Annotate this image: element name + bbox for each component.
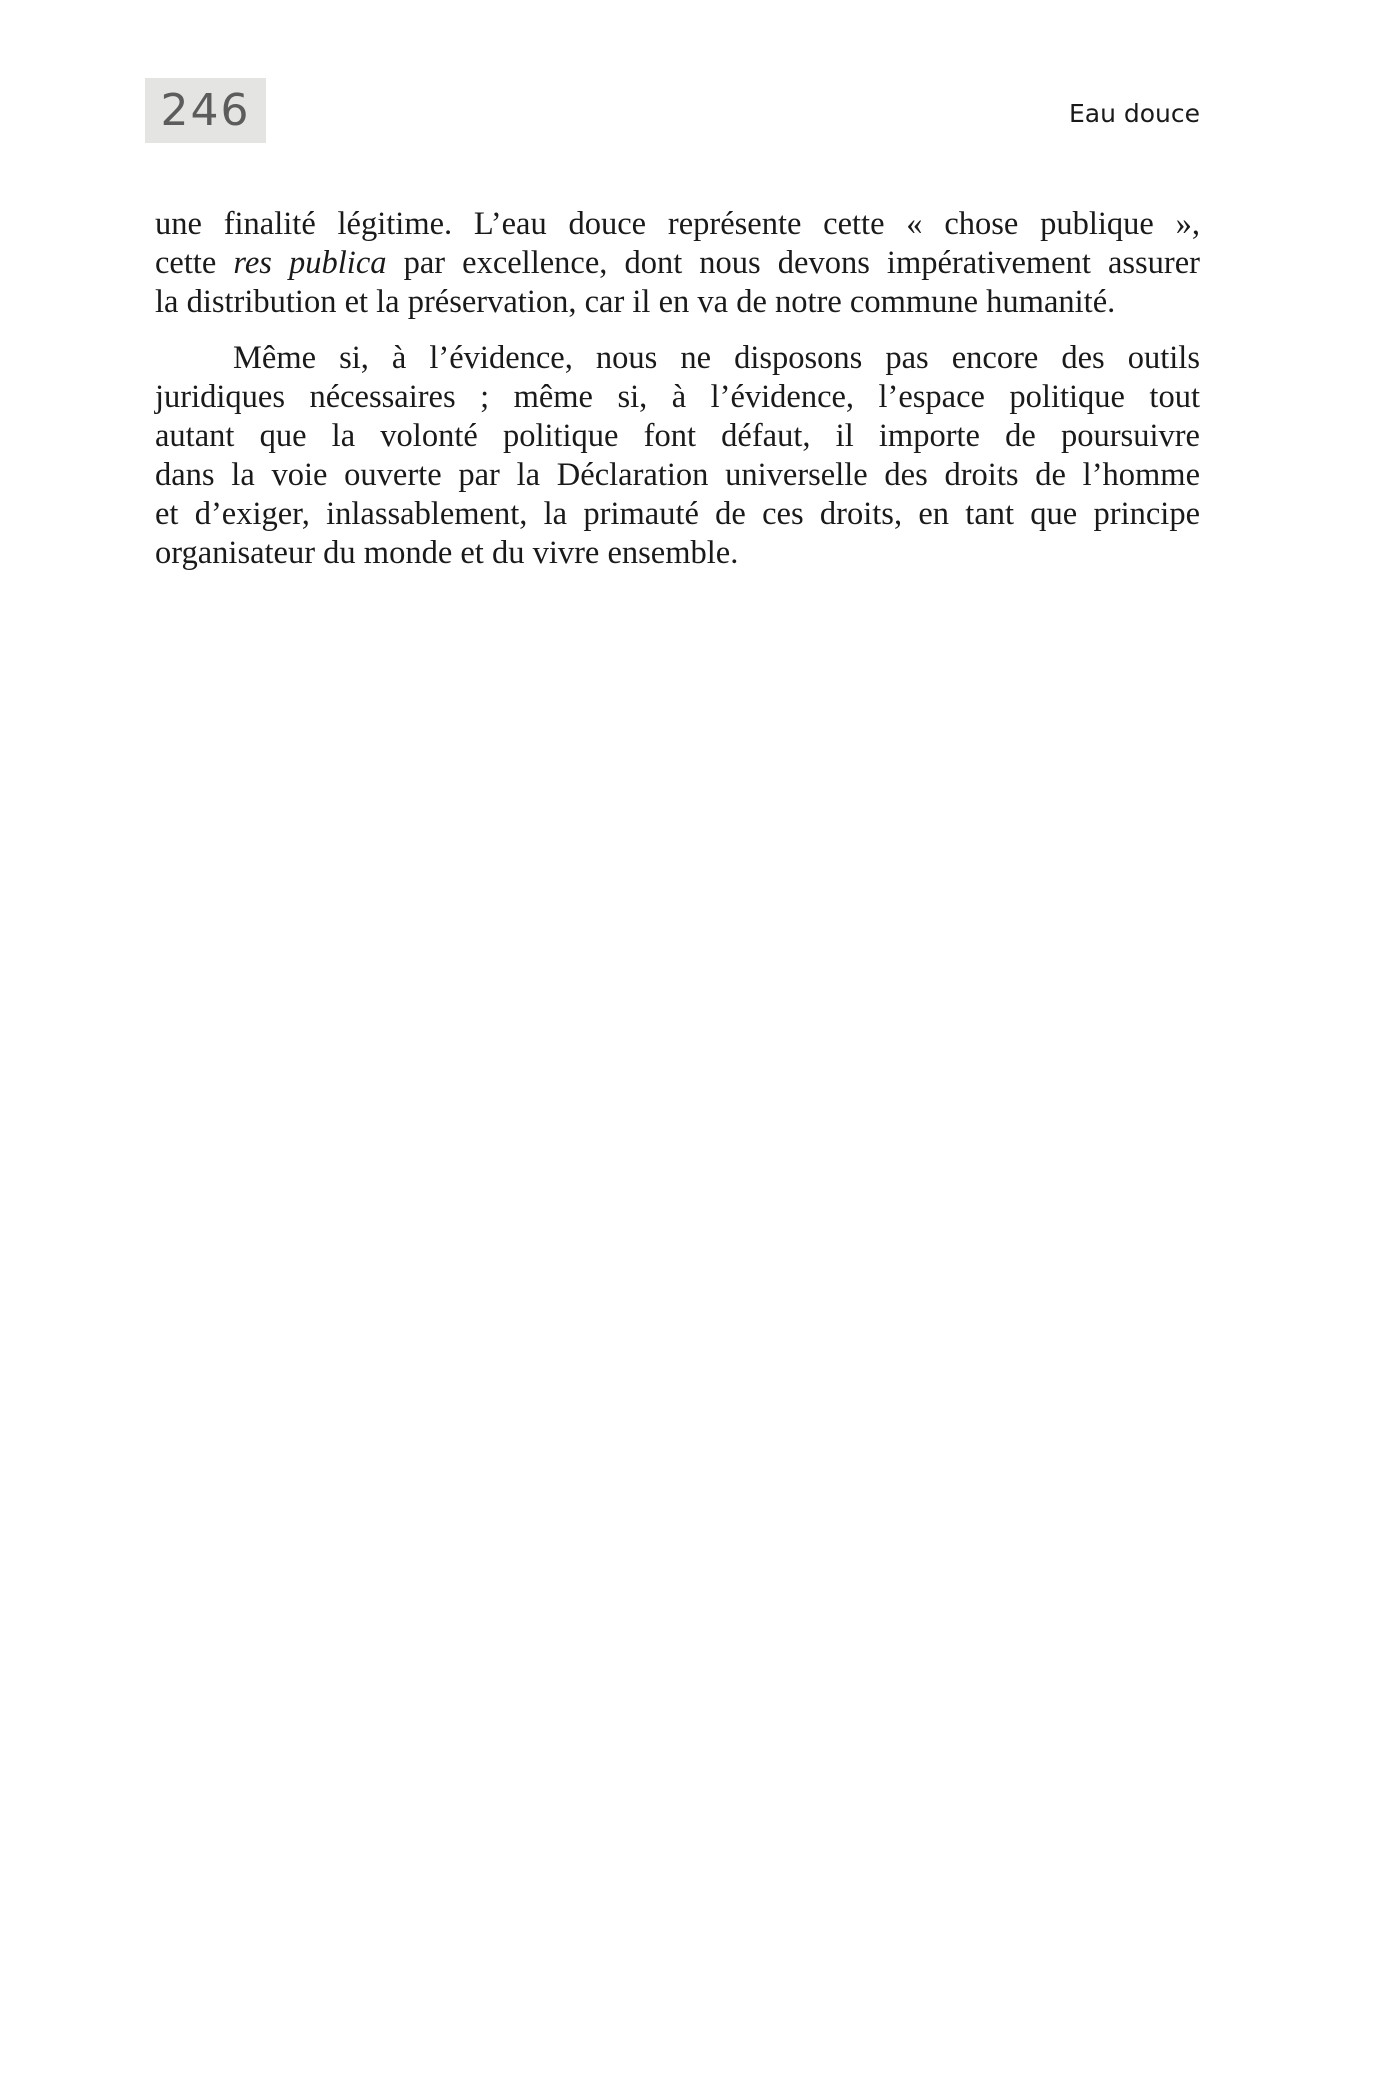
text-line: la distribution et la préservation, car il en va de notre commune humanité. — [155, 284, 1116, 320]
text-line: juridiques nécessaires ; même si, à l’évidence, l’espace politique tout — [155, 379, 1200, 415]
text-line: une finalité légitime. L’eau douce représente cette « chose publique », — [155, 206, 1200, 242]
text-line: autant que la volonté politique font défaut, il importe de poursuivre — [155, 418, 1200, 454]
text-line: Même si, à l’évidence, nous ne disposons pas encore des outils — [233, 340, 1200, 376]
body-text — [155, 205, 1200, 573]
text-line: et d’exiger, inlassablement, la primauté de ces droits, en tant que principe — [155, 496, 1200, 532]
page-number: 246 — [160, 84, 251, 136]
running-header: Eau douce — [1068, 99, 1200, 128]
page-number-box — [145, 78, 266, 143]
text-run: par excellence, dont nous devons impérativement assurer — [386, 245, 1200, 281]
italic-term: res publica — [233, 245, 387, 281]
text-line — [155, 244, 1200, 283]
text-line: organisateur du monde et du vivre ensemble. — [155, 535, 739, 571]
paragraph — [155, 205, 1200, 322]
text-line: dans la voie ouverte par la Déclaration universelle des droits de l’homme — [155, 457, 1200, 493]
text-run: cette — [155, 245, 234, 281]
paragraph — [155, 339, 1200, 573]
